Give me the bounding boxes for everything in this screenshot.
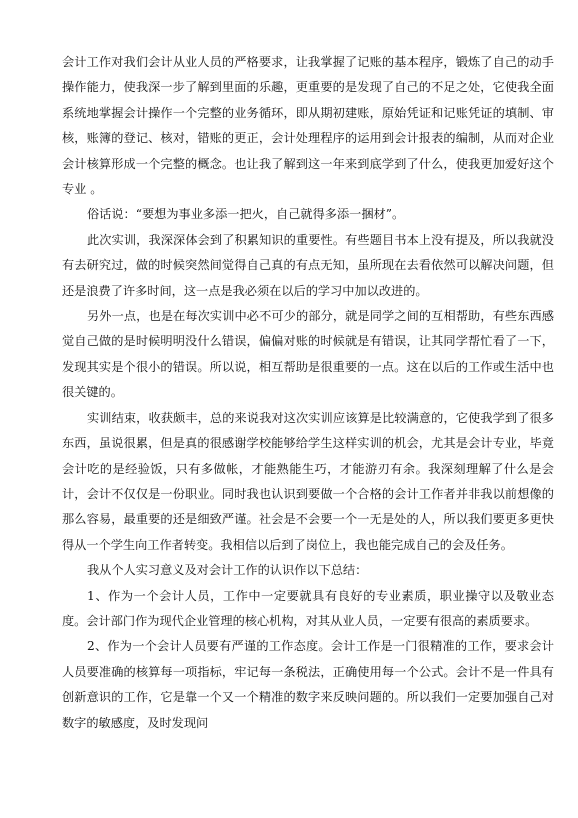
paragraph-4: 另外一点，也是在每次实训中必不可少的部分，就是同学之间的互相帮助，有些东西感觉自己做的是时候明明没什么错误，偏偏对账的时候就是有错误，让其同学帮忙看了一下，发现其实是个很小的错误。所以说，相互帮助是很重要的一点。这在以后的工作或生活中也很关键的。: [62, 309, 554, 400]
paragraph-5: 实训结束，收获颇丰，总的来说我对这次实训应该算是比较满意的，它使我学到了很多东西，虽说很累，但是真的很感谢学校能够给学生这样实训的机会，尤其是会计专业，毕竟会计吃的是经验饭，只有多做帐，才能熟能生巧，才能游刃有余。我深刻理解了什么是会计，会计不仅仅是一份职业。同时我也认识到要做一个合格的会计工作者并非我以前想像的那么容易，最重要的还是细致严谨。社会是不会要一个一无是处的人，所以我们要更多更快得从一个学生向工作者转变。我相信以后到了岗位上，我也能完成自己的会及任务。: [62, 410, 554, 552]
paragraph-1: 会计工作对我们会计从业人员的严格要求，让我掌握了记账的基本程序，锻炼了自己的动手操作能力，使我深一步了解到里面的乐趣，更重要的是发现了自己的不足之处，它使我全面系统地掌握会计操作一个完整的业务循环，即从期初建账，原始凭证和记账凭证的填制、审核，账簿的登记、核对，错账的更正，会计处理程序的运用到会计报表的编制，从而对企业会计核算形成一个完整的概念。也让我了解到这一年来到底学到了什么，使我更加爱好这个专业 。: [62, 55, 554, 197]
paragraph-2: 俗话说：“要想为事业多添一把火，自己就得多添一捆材”。: [87, 207, 405, 222]
paragraph-7: 1、作为一个会计人员，工作中一定要就具有良好的专业素质，职业操守以及敬业态度。会计部门作为现代企业管理的核心机构，对其从业人员，一定要有很高的素质要求。: [62, 588, 554, 628]
paragraph-6: 我从个人实习意义及对会计工作的认识作以下总结：: [87, 563, 368, 578]
paragraph-8: 2、作为一个会计人员要有严谨的工作态度。会计工作是一门很精准的工作，要求会计人员要准确的核算每一项指标，牢记每一条税法，正确使用每一个公式。会计不是一件具有创新意识的工作，它是靠一个又一个精准的数字来反映问题的。所以我们一定要加强自己对数字的敏感度，及时发现问: [62, 639, 554, 730]
paragraph-3: 此次实训，我深深体会到了积累知识的重要性。有些题目书本上没有提及，所以我就没有去研究过，做的时候突然间觉得自己真的有点无知，虽所现在去看依然可以解决问题，但还是浪费了许多时间，这一点是我必须在以后的学习中加以改进的。: [62, 232, 554, 298]
